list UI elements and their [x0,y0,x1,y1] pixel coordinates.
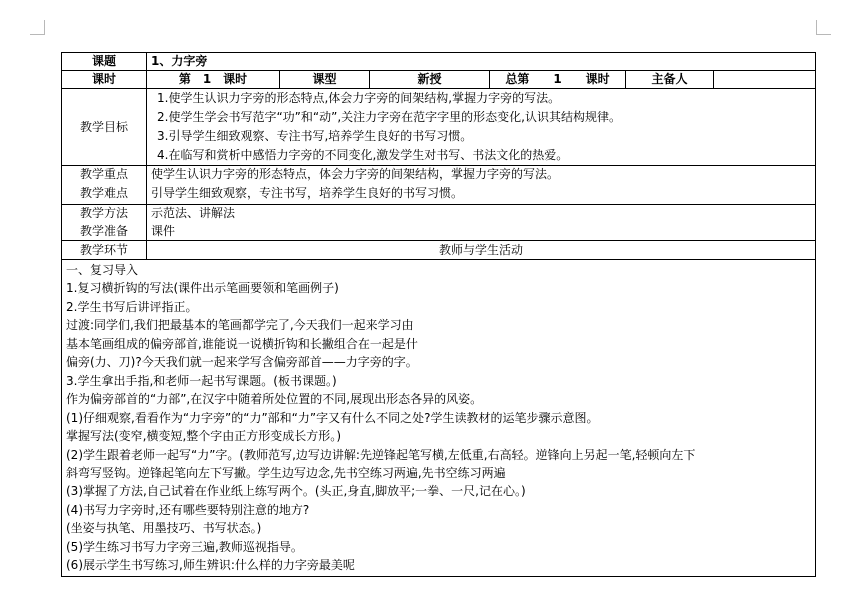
method-label: 教学方法 [62,205,147,223]
activity-content [62,260,816,577]
goals-content [147,89,816,166]
method-row [62,205,816,223]
lesson-info-row [62,71,816,89]
goal-item: 2.使学生学会书写范字“功”和“动”,关注力字旁在范字字里的形态变化,认识其结构规律。 [157,110,621,124]
goal-item: 3.引导学生细致观察、专注书写,培养学生良好的书写习惯。 [157,129,473,143]
body-line: 作为偏旁部首的“力部”,在汉字中随着所处位置的不同,展现出形态各异的风姿。 [66,392,483,407]
body-line: 过渡:同学们,我们把最基本的笔画都学完了,今天我们一起来学习由 [66,318,414,333]
goals-row [62,89,816,166]
goal-item: 4.在临写和赏析中感悟力字旁的不同变化,激发学生对书写、书法文化的热爱。 [157,148,569,162]
goal-item: 1.使学生认识力字旁的形态特点,体会力字旁的间架结构,掌握力字旁的写法。 [157,91,561,105]
topic-row [62,53,816,71]
activity-row [62,260,816,577]
goals-label: 教学目标 [62,89,147,166]
difficulty-value: 引导学生细致观察，专注书写，培养学生良好的书写习惯。 [147,184,816,205]
key-point-value: 使学生认识力字旁的形态特点，体会力字旁的间架结构，掌握力字旁的写法。 [147,166,816,184]
type-label: 课型 [280,71,370,89]
body-line: (2)学生跟着老师一起写“力”字。(教师范写,边写边讲解:先逆锋起笔写横,左低重,右高轻。逆锋向上另起一笔,轻顿向左下 [66,447,696,462]
page-corner-mark-left [30,20,45,35]
body-line: (3)掌握了方法,自己试着在作业纸上练写两个。(头正,身直,脚放平;一拳、一尺,记在心。) [66,484,526,499]
lesson-plan-table [61,52,816,577]
prep-value: 课件 [147,223,816,241]
body-line: 2.学生书写后讲评指正。 [66,299,198,314]
body-line: (5)学生练习书写力字旁三遍,教师巡视指导。 [66,539,303,554]
method-value: 示范法、讲解法 [147,205,816,223]
prep-label: 教学准备 [62,223,147,241]
key-point-row [62,166,816,184]
process-label: 教学环节 [62,241,147,260]
total-lessons: 总第 1 课时 [490,71,626,89]
lesson-value: 第 1 课时 [147,71,280,89]
body-line: 斜弯写竖钩。逆锋起笔向左下写撇。学生边写边念,先书空练习两遍,先书空练习两遍 [66,465,506,480]
preparer-label: 主备人 [626,71,714,89]
difficulty-label: 教学难点 [62,184,147,205]
key-point-label: 教学重点 [62,166,147,184]
body-line: 3.学生拿出手指,和老师一起书写课题。(板书课题。) [66,373,337,388]
body-line: (坐姿与执笔、用墨技巧、书写状态。) [66,521,262,536]
body-line: (6)展示学生书写练习,师生辨识:什么样的力字旁最美呢 [66,558,355,573]
body-line: 偏旁(力、刀)?今天我们就一起来学写含偏旁部首——力字旁的字。 [66,355,418,370]
body-line: (4)书写力字旁时,还有哪些要特别注意的地方? [66,502,310,517]
body-line: (1)仔细观察,看看作为“力字旁”的“力”部和“力”字又有什么不同之处?学生读教材的运笔步骤示意图。 [66,410,599,425]
lesson-label: 课时 [62,71,147,89]
process-row [62,241,816,260]
difficulty-row [62,184,816,205]
type-value: 新授 [370,71,490,89]
body-line: 基本笔画组成的偏旁部首,谁能说一说横折钩和长撇组合在一起是什 [66,336,418,351]
prep-row [62,223,816,241]
body-line: 一、复习导入 [66,263,139,277]
body-line: 掌握写法(变窄,横变短,整个字由正方形变成长方形。) [66,429,341,444]
page-corner-mark-right [816,20,831,35]
topic-label: 课题 [62,53,147,71]
body-line: 1.复习横折钩的写法(课件出示笔画要领和笔画例子) [66,281,339,296]
topic-value: 1、力字旁 [147,53,816,71]
preparer-value [714,71,816,89]
process-value: 教师与学生活动 [147,241,816,260]
